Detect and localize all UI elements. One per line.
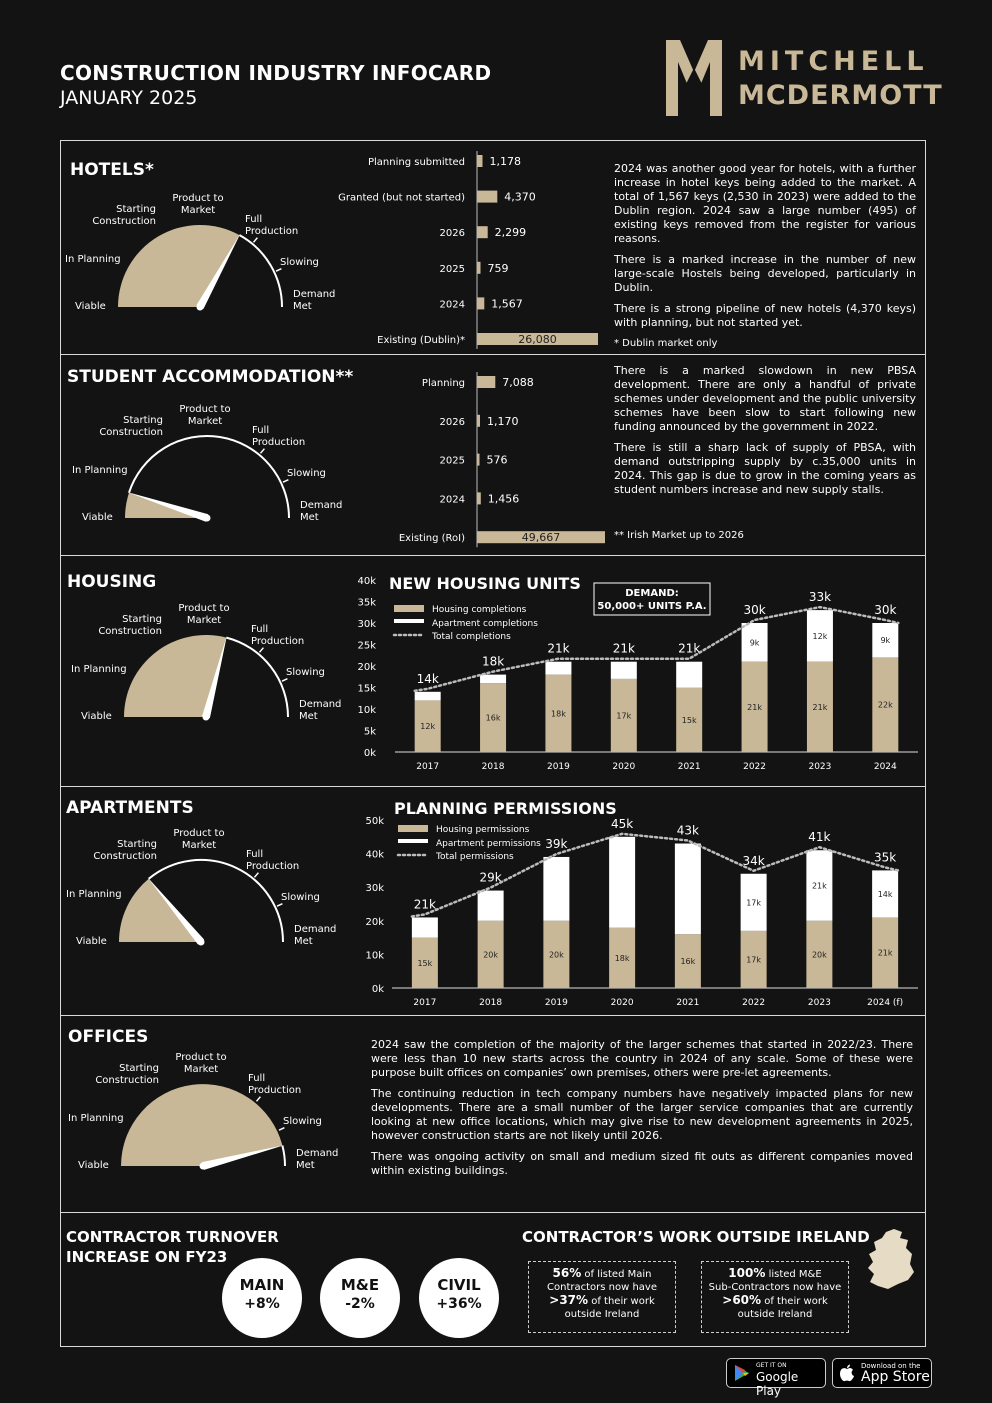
gauge-arc	[226, 638, 288, 717]
gauge-label: Demand	[294, 924, 337, 935]
gauge-label: In Planning	[68, 1113, 124, 1124]
gauge-label: Starting	[117, 839, 157, 850]
bar-category-label: Planning submitted	[367, 157, 465, 168]
gauge-arc	[282, 1146, 285, 1166]
gauge-label: Product to	[179, 404, 231, 415]
gauge-tick	[279, 1128, 284, 1131]
gauge-label: Market	[186, 615, 222, 626]
gauge-label: Viable	[76, 936, 107, 947]
bar-value-label: 759	[487, 261, 509, 275]
legend-label: Total completions	[432, 632, 511, 642]
offices-text	[371, 1038, 913, 1185]
hotels-title: HOTELS*	[70, 160, 154, 180]
apartments-title: APARTMENTS	[66, 798, 194, 818]
gauge-label: Viable	[78, 1160, 109, 1171]
offices-para-2: The continuing reduction in tech company numbers have negatively impacted plans for new developments. There are a small number of the larger service companies that are currently looking at new office locations, which may give rise to new development agreements in 2025, however construction starts are not likely until 2026.	[371, 1087, 913, 1142]
offices-para-1: 2024 saw the completion of the majority of the larger schemes that started in 2022/23. There were less than 10 new starts across the country in 2024 of any scale. Some of these were purpose built offices on companies’ own premises, others were pre-let agreements.	[371, 1038, 913, 1079]
turnover-civil-badge: CIVIL +36%	[419, 1258, 499, 1338]
legend-label: Apartment completions	[432, 619, 538, 629]
x-tick-label: 2022	[742, 998, 766, 1008]
student-note: ** Irish Market up to 2026	[614, 530, 744, 541]
bar-value-label: 21k	[812, 702, 828, 712]
bar-value-label: 17k	[616, 711, 632, 721]
gauge-label: Slowing	[280, 257, 319, 268]
hotels-bar-chart	[300, 145, 605, 350]
planning-permissions-chart	[350, 795, 925, 1013]
gauge-fill	[119, 879, 201, 942]
gauge-label: Full	[251, 624, 269, 635]
legend-label: Apartment permissions	[436, 839, 541, 849]
gauge-label: Product to	[178, 603, 230, 614]
gauge-label: Starting	[122, 614, 162, 625]
gauge-label: Production	[245, 226, 299, 237]
gauge-label: Slowing	[287, 468, 326, 479]
y-tick-label: 20k	[365, 916, 384, 928]
page-title: CONSTRUCTION INDUSTRY INFOCARD	[60, 61, 492, 85]
gauge-label: Market	[187, 416, 223, 427]
gauge-label: In Planning	[71, 664, 127, 675]
total-value-label: 21k	[678, 641, 701, 656]
bar	[477, 297, 484, 309]
gauge-label: Starting	[119, 1063, 159, 1074]
gauge-label: Slowing	[281, 892, 320, 903]
gauge-tick	[261, 449, 265, 454]
y-tick-label: 5k	[363, 726, 376, 738]
bar	[477, 155, 483, 167]
gauge-fill	[121, 1084, 282, 1166]
gauge-label: Product to	[175, 1052, 227, 1063]
legend-swatch-secondary	[394, 619, 424, 623]
x-tick-label: 2021	[676, 998, 700, 1008]
bar	[477, 454, 480, 466]
brand-name-line1: MITCHELL	[738, 46, 929, 77]
x-tick-label: 2020	[612, 762, 636, 772]
bar-segment-secondary	[545, 662, 571, 675]
y-tick-label: 30k	[365, 883, 384, 895]
bar-value-label: 17k	[746, 898, 762, 908]
y-tick-label: 15k	[357, 683, 376, 695]
total-value-label: 41k	[808, 830, 831, 845]
gauge-label: In Planning	[66, 889, 122, 900]
gauge-needle-hub	[198, 939, 205, 946]
bar-category-label: 2024	[439, 494, 465, 506]
gauge-label: Product to	[172, 193, 224, 204]
gauge-label: Market	[180, 205, 216, 216]
gauge-label: Demand	[293, 289, 336, 300]
gauge-label: Production	[248, 1085, 302, 1096]
brand-name-line2: MCDERMOTT	[738, 80, 943, 111]
gauge-label: Construction	[98, 626, 162, 637]
bar-category-label: Planning	[421, 378, 465, 389]
total-value-label: 30k	[874, 603, 897, 617]
offices-gauge	[58, 1044, 358, 1179]
gauge-tick	[254, 238, 258, 243]
bar-value-label: 9k	[749, 638, 760, 648]
bar-value-label: 49,667	[521, 531, 561, 545]
gauge-needle-hub	[203, 714, 210, 721]
bar-value-label: 21k	[747, 702, 762, 712]
bar-value-label: 1,178	[489, 155, 521, 168]
bar-value-label: 26,080	[518, 333, 557, 346]
y-tick-label: 50k	[365, 816, 384, 827]
housing-title: HOUSING	[67, 572, 157, 592]
bar-value-label: 576	[486, 453, 508, 467]
bar-category-label: Existing (RoI)	[398, 533, 465, 545]
total-value-label: 39k	[545, 836, 568, 851]
x-tick-label: 2017	[413, 998, 437, 1008]
x-tick-label: 2024	[873, 762, 897, 772]
outside-main-box: 56% of listed Main Contractors now have >37% of their work outside Ireland	[528, 1261, 676, 1333]
y-tick-label: 35k	[357, 597, 376, 609]
bar-segment-secondary	[412, 917, 438, 937]
bar	[477, 262, 481, 274]
bar-segment-secondary	[676, 662, 702, 688]
gauge-label: Market	[181, 840, 217, 851]
gauge-label: Starting	[116, 204, 156, 215]
bar-value-label: 22k	[877, 700, 893, 710]
total-value-label: 29k	[479, 870, 502, 885]
legend-swatch-primary	[394, 605, 424, 612]
page-date: JANUARY 2025	[60, 87, 198, 109]
x-tick-label: 2024 (f)	[867, 998, 904, 1008]
apple-icon	[839, 1364, 855, 1382]
x-tick-label: 2023	[807, 998, 831, 1008]
bar-value-label: 1,456	[487, 492, 520, 506]
turnover-title: CONTRACTOR TURNOVER INCREASE ON FY23	[66, 1228, 279, 1266]
gauge-label: Full	[248, 1073, 266, 1084]
chart-title: NEW HOUSING UNITS	[389, 574, 581, 593]
gauge-label: Market	[183, 1064, 219, 1075]
bar	[477, 376, 495, 388]
gauge-label: Construction	[95, 1075, 159, 1086]
ireland-map-icon	[864, 1226, 916, 1292]
y-tick-label: 30k	[357, 619, 376, 630]
turnover-main-badge: MAIN +8%	[222, 1258, 302, 1338]
gauge-label: Product to	[173, 828, 225, 839]
chart-title: PLANNING PERMISSIONS	[394, 799, 617, 818]
bar-category-label: Granted (but not started)	[338, 192, 465, 204]
bar	[477, 226, 488, 238]
gauge-label: Demand	[299, 699, 342, 710]
demand-label: DEMAND:	[625, 588, 679, 599]
bar-value-label: 20k	[548, 950, 564, 960]
gauge-label: Full	[245, 214, 263, 225]
brand-logo-mark	[664, 38, 724, 118]
y-tick-label: 10k	[365, 950, 384, 962]
bar-value-label: 12k	[420, 722, 436, 732]
gauge-label: Viable	[75, 301, 106, 312]
gauge-label: Viable	[81, 711, 112, 722]
apartments-gauge	[56, 820, 356, 955]
bar-value-label: 14k	[877, 889, 893, 899]
demand-value: 50,000+ UNITS P.A.	[597, 601, 707, 612]
bar-value-label: 18k	[551, 709, 566, 719]
x-tick-label: 2018	[481, 762, 505, 772]
divider	[60, 1212, 925, 1213]
divider	[60, 1015, 925, 1016]
bar	[477, 415, 480, 427]
gauge-label: Viable	[82, 512, 113, 523]
legend-swatch-primary	[398, 825, 428, 832]
gauge-label: Production	[252, 437, 306, 448]
legend-label: Housing permissions	[436, 825, 530, 835]
total-value-label: 21k	[612, 641, 635, 656]
x-tick-label: 2020	[610, 998, 634, 1008]
student-para-1: There is a marked slowdown in new PBSA development. There are only a handful of private schemes under development and the public university schemes have been slow to start following new funding announced by the government in 2022.	[614, 364, 916, 433]
bar-segment-secondary	[611, 662, 637, 679]
x-tick-label: 2019	[546, 762, 570, 772]
total-value-label: 18k	[481, 654, 505, 669]
app-store-badge[interactable]: Download on the App Store	[832, 1358, 932, 1388]
y-tick-label: 25k	[357, 640, 376, 652]
hotels-para-2: There is a marked increase in the number of new large-scale Hostels being developed, particularly in Dublin.	[614, 253, 916, 294]
bar-value-label: 16k	[485, 713, 501, 723]
total-value-label: 33k	[808, 590, 832, 605]
google-play-badge[interactable]: GET IT ON Google Play	[726, 1358, 826, 1388]
student-bar-chart	[300, 360, 610, 550]
outside-me-box: 100% listed M&E Sub-Contractors now have >60% of their work outside Ireland	[701, 1261, 849, 1333]
bar-value-label: 1,170	[487, 414, 519, 428]
total-value-label: 21k	[547, 641, 570, 656]
divider	[60, 786, 925, 787]
bar-segment-secondary	[415, 692, 441, 701]
total-value-label: 21k	[413, 897, 436, 912]
offices-title: OFFICES	[68, 1027, 149, 1047]
bar-segment-secondary	[675, 844, 701, 935]
y-tick-label: 0k	[371, 984, 384, 995]
bar-category-label: 2025	[439, 455, 465, 467]
hotels-note: * Dublin market only	[614, 338, 718, 349]
gauge-needle-hub	[204, 515, 211, 522]
bar-value-label: 4,370	[504, 190, 536, 204]
gauge-label: In Planning	[65, 254, 121, 265]
gauge-needle-hub	[200, 1163, 207, 1170]
x-tick-label: 2019	[544, 998, 568, 1008]
hotels-text	[614, 162, 916, 358]
bar-value-label: 21k	[811, 881, 827, 891]
bar-category-label: Existing (Dublin)*	[377, 335, 465, 346]
bar-category-label: 2025	[439, 263, 465, 275]
x-tick-label: 2018	[479, 998, 503, 1008]
bar-category-label: 2026	[439, 416, 465, 428]
hotels-para-3: There is a strong pipeline of new hotels (4,370 keys) with planning, but not started yet.	[614, 302, 916, 329]
gauge-label: Met	[299, 711, 318, 722]
bar-category-label: 2026	[439, 228, 465, 240]
total-value-label: 34k	[742, 853, 765, 868]
bar-value-label: 15k	[681, 715, 697, 725]
google-play-icon	[734, 1364, 750, 1382]
student-para-2: There is still a sharp lack of supply of PBSA, with demand outstripping supply by c.35,000 units in 2024. This gap is due to grow in the coming years as student numbers increase and new supply stalls.	[614, 441, 916, 496]
gauge-tick	[260, 648, 264, 653]
bar-value-label: 15k	[417, 958, 433, 968]
gauge-label: In Planning	[72, 465, 128, 476]
hotels-para-1: 2024 was another good year for hotels, with a further increase in hotel keys being added to the market. A total of 1,567 keys (2,530 in 2023) were added to the Dublin region. 2024 saw a large number (495) of existing keys removed from the register for various reasons.	[614, 162, 916, 245]
bar-value-label: 1,567	[491, 297, 523, 311]
bar-segment-secondary	[543, 857, 569, 921]
y-tick-label: 10k	[357, 705, 376, 716]
legend-label: Total permissions	[436, 852, 514, 862]
x-tick-label: 2017	[416, 762, 440, 772]
bar-value-label: 21k	[877, 948, 893, 958]
bar	[477, 191, 497, 203]
bar-value-label: 9k	[880, 636, 891, 646]
gauge-label: Full	[252, 425, 270, 436]
bar-category-label: 2024	[439, 299, 465, 311]
student-text	[614, 364, 916, 504]
y-tick-label: 40k	[365, 849, 384, 861]
housing-gauge	[61, 595, 361, 730]
y-tick-label: 20k	[357, 662, 376, 673]
student-title: STUDENT ACCOMMODATION**	[67, 367, 354, 387]
gauge-tick	[282, 679, 287, 682]
gauge-label: Met	[293, 301, 312, 312]
gauge-label: Met	[294, 936, 313, 947]
bar-segment-secondary	[480, 675, 506, 684]
x-tick-label: 2022	[743, 762, 767, 772]
outside-title: CONTRACTOR’S WORK OUTSIDE IRELAND	[522, 1228, 870, 1246]
gauge-label: Starting	[123, 415, 163, 426]
housing-units-chart	[350, 565, 925, 780]
gauge-label: Met	[300, 512, 319, 523]
y-tick-label: 40k	[357, 576, 376, 587]
gauge-label: Production	[246, 861, 300, 872]
total-value-label: 35k	[874, 850, 897, 865]
offices-para-3: There was ongoing activity on small and medium sized fit outs as different companies moved within existing buildings.	[371, 1150, 913, 1177]
bar-value-label: 16k	[680, 957, 696, 967]
x-tick-label: 2021	[677, 762, 701, 772]
gauge-label: Slowing	[286, 667, 325, 678]
y-tick-label: 0k	[363, 748, 376, 759]
gauge-label: Demand	[300, 500, 343, 511]
gauge-tick	[255, 873, 259, 878]
total-value-label: 14k	[416, 671, 439, 686]
gauge-tick	[283, 480, 288, 483]
legend-label: Housing completions	[432, 605, 527, 615]
gauge-label: Full	[246, 849, 264, 860]
legend-swatch-secondary	[398, 839, 428, 843]
bar-value-label: 2,299	[494, 226, 527, 240]
gauge-label: Construction	[92, 216, 156, 227]
total-value-label: 30k	[743, 603, 766, 617]
gauge-label: Met	[296, 1160, 315, 1171]
bar-segment-secondary	[478, 891, 504, 921]
turnover-me-badge: M&E -2%	[320, 1258, 400, 1338]
x-tick-label: 2023	[808, 762, 832, 772]
gauge-tick	[276, 269, 281, 272]
total-value-label: 45k	[611, 816, 634, 831]
bar-value-label: 7,088	[502, 376, 534, 389]
bar-value-label: 18k	[614, 953, 630, 963]
bar	[477, 492, 481, 504]
divider	[60, 555, 925, 556]
total-value-label: 43k	[676, 823, 699, 838]
gauge-label: Demand	[296, 1148, 339, 1159]
gauge-label: Slowing	[283, 1116, 322, 1127]
gauge-needle-hub	[197, 304, 204, 311]
gauge-tick	[257, 1097, 261, 1102]
gauge-label: Production	[251, 636, 305, 647]
bar-value-label: 17k	[746, 955, 762, 965]
bar-segment-secondary	[609, 837, 635, 928]
gauge-tick	[277, 904, 282, 907]
gauge-arc	[240, 235, 283, 307]
bar-value-label: 20k	[811, 950, 827, 960]
bar-value-label: 20k	[483, 950, 499, 960]
gauge-label: Construction	[99, 427, 163, 438]
bar-value-label: 12k	[812, 631, 828, 641]
gauge-label: Construction	[93, 851, 157, 862]
